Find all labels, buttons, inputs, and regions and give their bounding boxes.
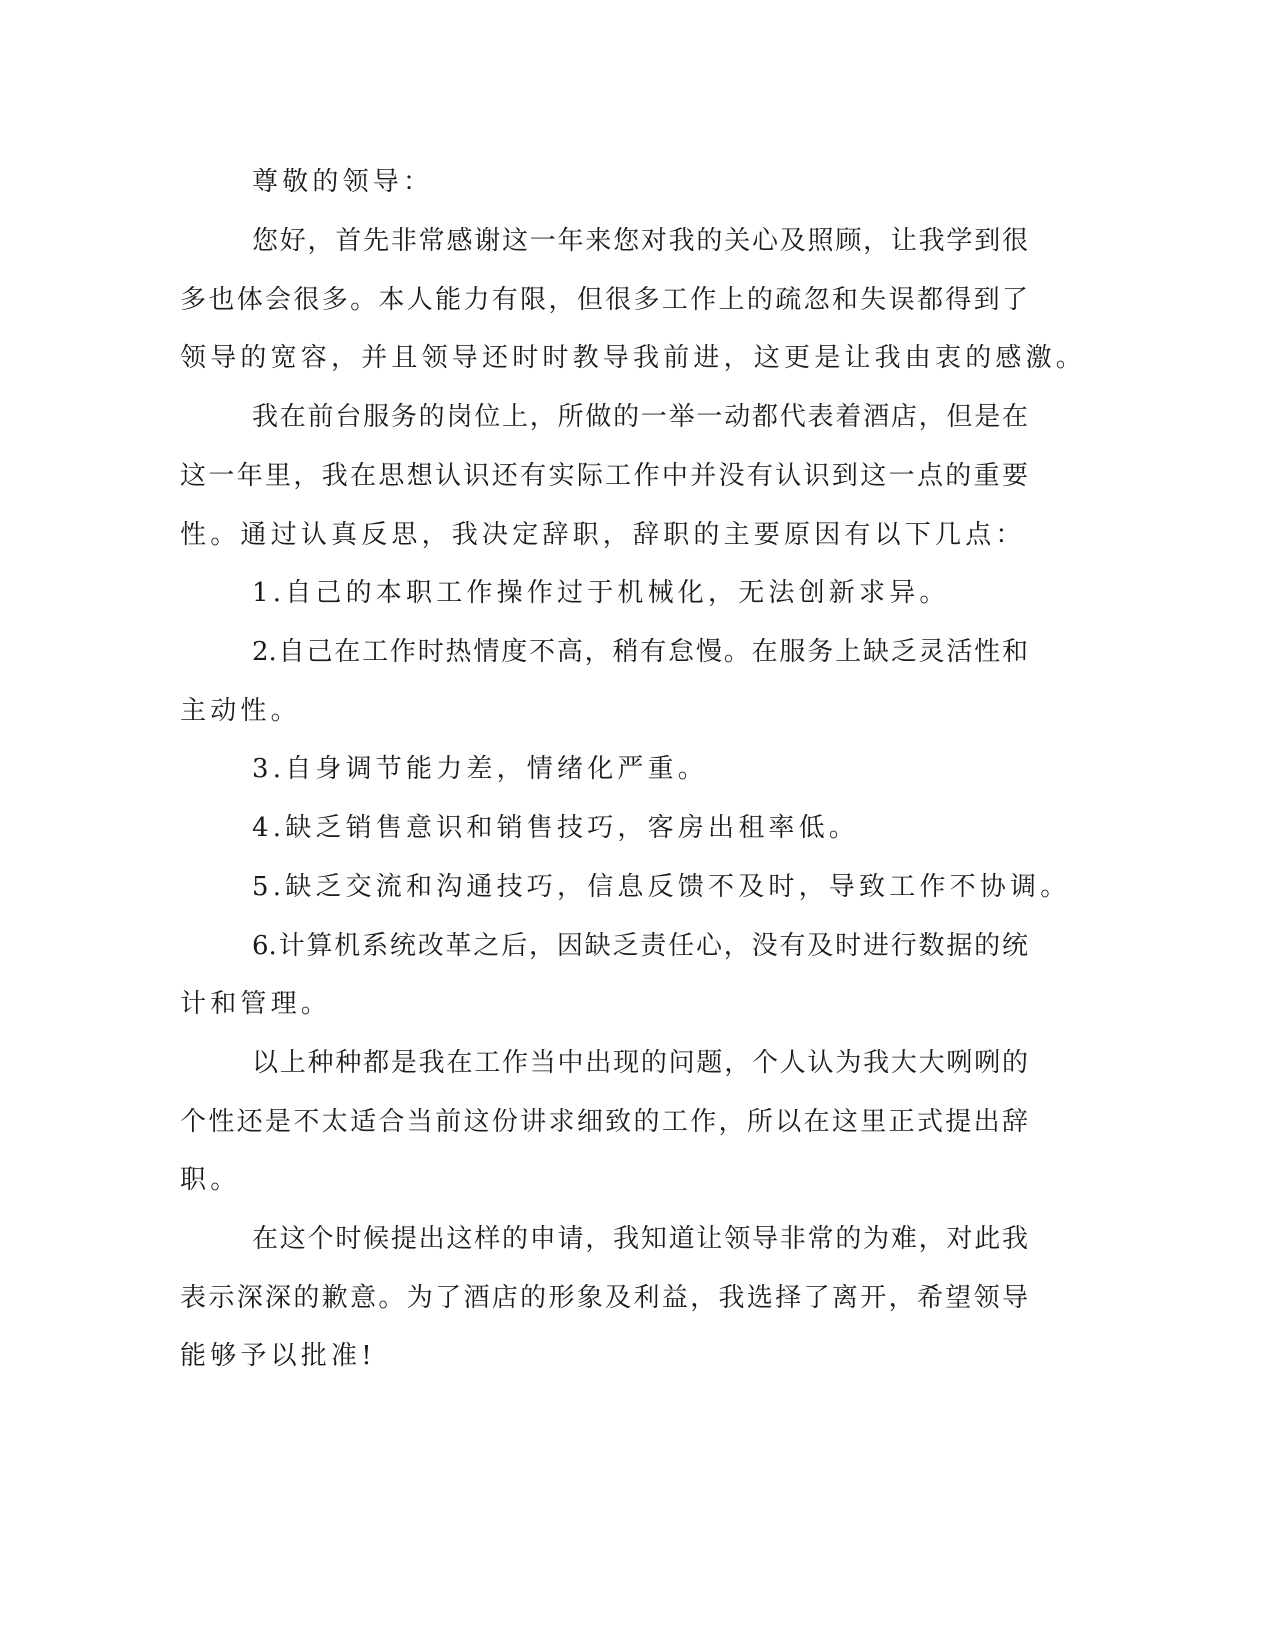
salutation: 尊敬的领导： [252,167,434,197]
paragraph-1-line-3: 领导的宽容，并且领导还时时教导我前进，这更是让我由衷的感激。 [180,343,1087,373]
paragraph-4-line-2: 表示深深的歉意。为了酒店的形象及利益，我选择了离开，希望领导 [180,1283,1028,1313]
reason-3: 3.自身调节能力差，情绪化严重。 [252,754,709,784]
reason-2-line-1: 2.自己在工作时热情度不高，稍有怠慢。在服务上缺乏灵活性和 [252,637,1028,667]
paragraph-4-line-1: 在这个时候提出这样的申请，我知道让领导非常的为难，对此我 [252,1224,1028,1254]
reason-2-line-2: 主动性。 [180,696,301,726]
paragraph-2-line-1: 我在前台服务的岗位上，所做的一举一动都代表着酒店，但是在 [252,402,1028,432]
paragraph-2-line-2: 这一年里，我在思想认识还有实际工作中并没有认识到这一点的重要 [180,461,1028,491]
reason-5: 5.缺乏交流和沟通技巧，信息反馈不及时，导致工作不协调。 [252,872,1071,902]
paragraph-3-line-3: 职。 [180,1165,241,1195]
reason-6-line-2: 计和管理。 [180,989,332,1019]
reason-6-line-1: 6.计算机系统改革之后，因缺乏责任心，没有及时进行数据的统 [252,931,1028,961]
paragraph-4-line-3: 能够予以批准! [180,1341,376,1371]
paragraph-1-line-1: 您好，首先非常感谢这一年来您对我的关心及照顾，让我学到很 [252,226,1028,256]
paragraph-2-line-3: 性。通过认真反思，我决定辞职，辞职的主要原因有以下几点： [180,520,1026,550]
reason-4: 4.缺乏销售意识和销售技巧，客房出租率低。 [252,813,860,843]
paragraph-3-line-2: 个性还是不太适合当前这份讲求细致的工作，所以在这里正式提出辞 [180,1107,1028,1137]
paragraph-3-line-1: 以上种种都是我在工作当中出现的问题，个人认为我大大咧咧的 [252,1048,1028,1078]
reason-1: 1.自己的本职工作操作过于机械化，无法创新求异。 [252,578,950,608]
paragraph-1-line-2: 多也体会很多。本人能力有限，但很多工作上的疏忽和失误都得到了 [180,285,1028,315]
